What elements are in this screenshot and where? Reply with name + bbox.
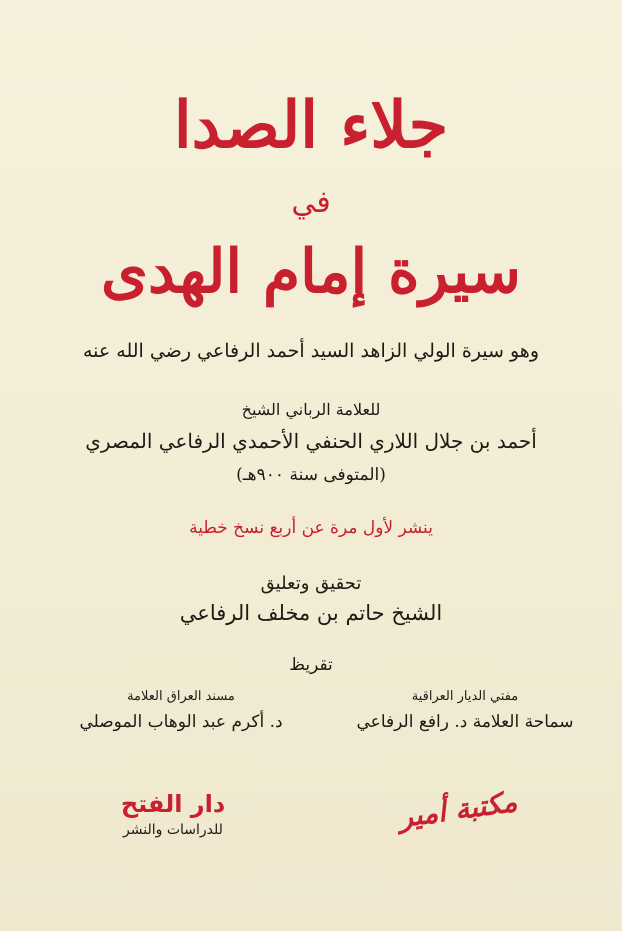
book-title-fi: في (291, 185, 331, 220)
first-publication-note: ينشر لأول مرة عن أربع نسخ خطية (189, 518, 433, 538)
publisher-logo-amir (398, 786, 518, 842)
author-death-date: (المتوفى سنة ٩٠٠هـ) (236, 465, 386, 485)
taqreez-label: تقريظ (289, 655, 333, 675)
endorser-name: د. أكرم عبد الوهاب الموصلي (79, 712, 283, 732)
author-name: أحمد بن جلال اللاري الحنفي الأحمدي الرفاعي المصري (85, 429, 537, 453)
publisher-logo-text: مكتبة أمير (396, 784, 520, 835)
book-title-sub: سيرة إمام الهدى (101, 237, 521, 307)
publisher-name: دار الفتح (120, 790, 226, 818)
endorser-musnid (66, 686, 296, 736)
publisher-dar-al-fath (118, 788, 228, 840)
book-subtitle: وهو سيرة الولي الزاهد السيد أحمد الرفاعي رضي الله عنه (82, 340, 540, 362)
author-by-line: للعلامة الرباني الشيخ (241, 400, 381, 419)
endorser-role: مفتي الديار العراقية (411, 689, 519, 704)
endorser-mufti (350, 686, 580, 736)
editor-name: الشيخ حاتم بن مخلف الرفاعي (179, 601, 443, 625)
tahqiq-label: تحقيق وتعليق (260, 573, 362, 594)
endorser-role: مسند العراق العلامة (127, 689, 235, 704)
endorser-name: سماحة العلامة د. رافع الرفاعي (356, 712, 574, 732)
book-title-main: جلاء الصدا (173, 88, 449, 163)
publisher-tagline: للدراسات والنشر (123, 822, 223, 838)
